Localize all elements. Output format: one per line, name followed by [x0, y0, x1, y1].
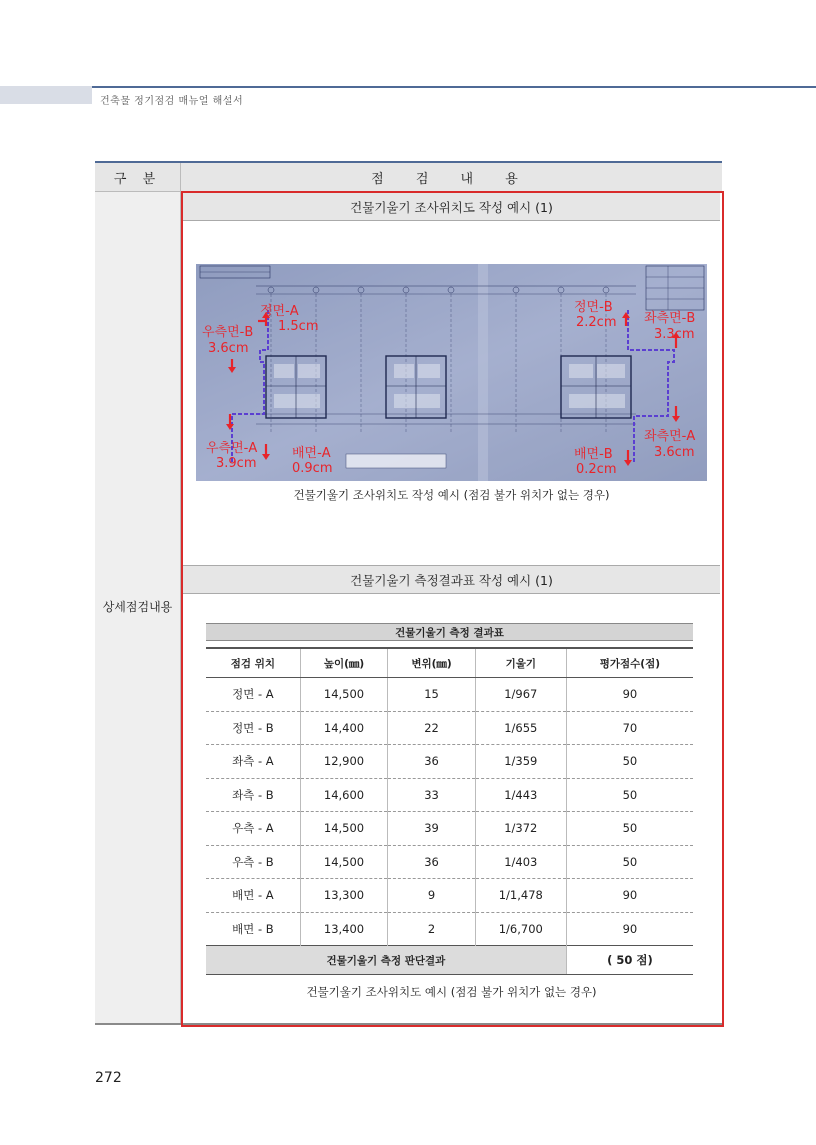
cell-location: 좌측 - A: [206, 745, 300, 779]
cell-height: 13,400: [300, 912, 388, 946]
table-row: [206, 812, 693, 846]
cell-location: 배면 - B: [206, 912, 300, 946]
cell-height: 14,500: [300, 812, 388, 846]
cell-slope: 1/655: [475, 711, 566, 745]
cell-location: 정면 - B: [206, 711, 300, 745]
table-row: [206, 879, 693, 913]
cell-location: 우측 - A: [206, 812, 300, 846]
section1-caption: 건물기울기 조사위치도 작성 예시 (점검 불가 위치가 없는 경우): [293, 488, 610, 502]
cell-displacement: 22: [388, 711, 476, 745]
floor-plan-image: [196, 264, 707, 481]
cell-displacement: 2: [388, 912, 476, 946]
cell-score: 90: [566, 879, 693, 913]
cell-height: 14,400: [300, 711, 388, 745]
cell-slope: 1/1,478: [475, 879, 566, 913]
annotation-back-b-label: 배면-B: [574, 447, 613, 462]
header-band: [0, 86, 92, 104]
result-table-wrapper: [206, 623, 693, 975]
running-header: 건축물 정기점검 매뉴얼 해설서: [100, 96, 244, 107]
cell-score: 50: [566, 845, 693, 879]
cell-displacement: 15: [388, 678, 476, 712]
cell-slope: 1/403: [475, 845, 566, 879]
column-header-category: 구 분: [95, 163, 181, 192]
table-row: [206, 778, 693, 812]
annotation-left-b-label: 좌측면-B: [644, 311, 696, 326]
cell-slope: 1/372: [475, 812, 566, 846]
col-slope: 기울기: [475, 648, 566, 678]
category-label: 상세점검내용: [102, 600, 173, 614]
annotation-back-b-value: 0.2cm: [576, 462, 617, 477]
cell-score: 50: [566, 745, 693, 779]
cell-slope: 1/443: [475, 778, 566, 812]
cell-displacement: 36: [388, 745, 476, 779]
section2-caption: 건물기울기 조사위치도 예시 (점검 불가 위치가 없는 경우): [306, 985, 597, 999]
cell-height: 12,900: [300, 745, 388, 779]
cell-slope: 1/359: [475, 745, 566, 779]
column-header-content: 점 검 내 용: [181, 163, 722, 192]
annotation-right-a-value: 3.9cm: [216, 456, 257, 471]
annotation-right-b-label: 우측면-B: [202, 325, 254, 340]
cell-height: 14,600: [300, 778, 388, 812]
annotation-right-b-value: 3.6cm: [208, 341, 249, 356]
result-table: [206, 647, 693, 975]
cell-height: 13,300: [300, 879, 388, 913]
col-height: 높이(㎜): [300, 648, 388, 678]
table-row: [206, 845, 693, 879]
total-score: ( 50 점): [566, 946, 693, 975]
annotation-left-a-label: 좌측면-A: [644, 429, 696, 444]
section1-title: 건물기울기 조사위치도 작성 예시 (1): [183, 193, 720, 221]
cell-location: 정면 - A: [206, 678, 300, 712]
annotation-left-b-value: 3.3cm: [654, 327, 695, 342]
annotation-left-a-value: 3.6cm: [654, 445, 695, 460]
cell-displacement: 33: [388, 778, 476, 812]
table-row: [206, 745, 693, 779]
col-location: 점검 위치: [206, 648, 300, 678]
cell-location: 우측 - B: [206, 845, 300, 879]
table-row: [206, 678, 693, 712]
annotation-front-b-value: 2.2cm: [576, 315, 617, 330]
header-rule: [92, 86, 816, 88]
col-displacement: 변위(㎜): [388, 648, 476, 678]
cell-score: 50: [566, 778, 693, 812]
table-row: [206, 711, 693, 745]
cell-displacement: 36: [388, 845, 476, 879]
table-row: [206, 912, 693, 946]
cell-height: 14,500: [300, 678, 388, 712]
cell-height: 14,500: [300, 845, 388, 879]
page-number: 272: [95, 1070, 122, 1086]
annotation-right-a-label: 우측면-A: [206, 441, 258, 456]
annotation-back-a-label: 배면-A: [292, 446, 331, 461]
result-table-title: 건물기울기 측정 결과표: [206, 623, 693, 641]
cell-location: 좌측 - B: [206, 778, 300, 812]
section2-title: 건물기울기 측정결과표 작성 예시 (1): [183, 565, 720, 594]
annotation-front-a-value: 1.5cm: [278, 319, 319, 334]
floor-plan-photo: [196, 264, 707, 481]
cell-displacement: 9: [388, 879, 476, 913]
cell-score: 70: [566, 711, 693, 745]
total-row: [206, 946, 693, 975]
cell-location: 배면 - A: [206, 879, 300, 913]
cell-slope: 1/6,700: [475, 912, 566, 946]
annotation-front-a-label: 정면-A: [260, 304, 299, 319]
col-score: 평가점수(점): [566, 648, 693, 678]
cell-score: 90: [566, 678, 693, 712]
cell-displacement: 39: [388, 812, 476, 846]
annotation-front-b-label: 정면-B: [574, 300, 613, 315]
cell-score: 50: [566, 812, 693, 846]
cell-slope: 1/967: [475, 678, 566, 712]
total-label: 건물기울기 측정 판단결과: [206, 946, 566, 975]
cell-score: 90: [566, 912, 693, 946]
annotation-back-a-value: 0.9cm: [292, 461, 333, 476]
